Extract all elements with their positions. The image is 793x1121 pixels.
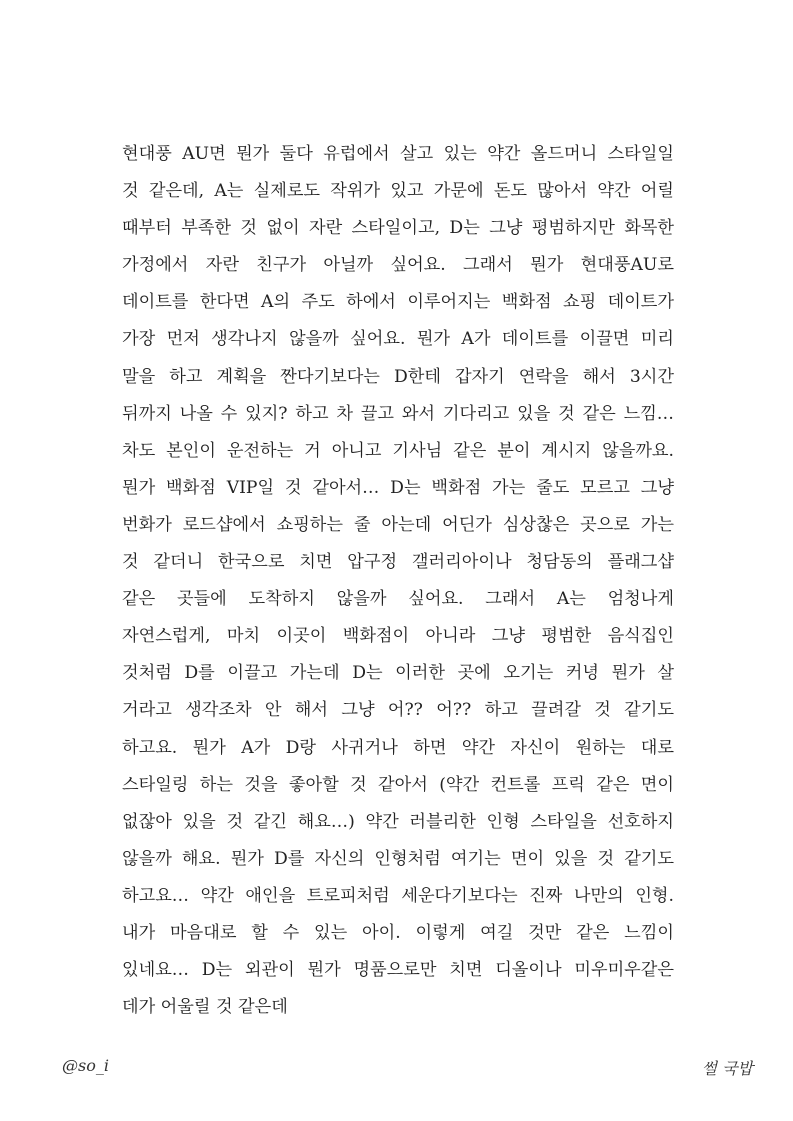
article-line: 하고요… 약간 애인을 트로피처럼 세운다기보다는 진짜 나만의 인형. (122, 885, 674, 906)
article-line: 내가 마음대로 할 수 있는 아이. 이렇게 여길 것만 같은 느낌이 (122, 922, 674, 943)
article-line: 같은 곳들에 도착하지 않을까 싶어요. 그래서 A는 엄청나게 (122, 589, 674, 610)
article-line: 차도 본인이 운전하는 거 아니고 기사님 같은 분이 계시지 않을까요. (122, 440, 674, 461)
article-line: 뒤까지 나올 수 있지? 하고 차 끌고 와서 기다리고 있을 것 같은 느낌… (122, 403, 674, 424)
article-line: 없잖아 있을 것 같긴 해요…) 약간 러블리한 인형 스타일을 선호하지 (122, 811, 674, 832)
article-line: 가장 먼저 생각나지 않을까 싶어요. 뭔가 A가 데이트를 이끌면 미리 (122, 329, 674, 350)
author-handle: @so_i (62, 1056, 109, 1075)
article-line: 스타일링 하는 것을 좋아할 것 같아서 (약간 컨트롤 프릭 같은 면이 (122, 774, 674, 795)
article-line: 데가 어울릴 것 같은데 (122, 997, 288, 1018)
article-line: 거라고 생각조차 안 해서 그냥 어?? 어?? 하고 끌려갈 것 같기도 (122, 700, 674, 721)
article-line: 않을까 해요. 뭔가 D를 자신의 인형처럼 여기는 면이 있을 것 같기도 (122, 848, 674, 869)
article-line: 것 같더니 한국으로 치면 압구정 갤러리아이나 청담동의 플래그샵 (122, 552, 674, 573)
article-line: 있네요… D는 외관이 뭔가 명품으로만 치면 디올이나 미우미우같은 (122, 960, 674, 981)
series-label: 썰 국밥 (701, 1059, 753, 1078)
article-line: 것처럼 D를 이끌고 가는데 D는 이러한 곳에 오기는 커녕 뭔가 살 (122, 663, 674, 684)
article-line: 가정에서 자란 친구가 아닐까 싶어요. 그래서 뭔가 현대풍AU로 (122, 255, 674, 276)
article-line: 현대풍 AU면 뭔가 둘다 유럽에서 살고 있는 약간 올드머니 스타일일 (122, 144, 674, 164)
article-line: 말을 하고 계획을 짠다기보다는 D한테 갑자기 연락을 해서 3시간 (122, 366, 674, 387)
article-line: 하고요. 뭔가 A가 D랑 사귀거나 하면 약간 자신이 원하는 대로 (122, 737, 674, 758)
article-line: 데이트를 한다면 A의 주도 하에서 이루어지는 백화점 쇼핑 데이트가 (122, 292, 674, 313)
article-line: 뭔가 백화점 VIP일 것 같아서… D는 백화점 가는 줄도 모르고 그냥 (122, 477, 674, 498)
article-line: 번화가 로드샵에서 쇼핑하는 줄 아는데 어딘가 심상찮은 곳으로 가는 (122, 514, 674, 535)
article-line: 것 같은데, A는 실제로도 작위가 있고 가문에 돈도 많아서 약간 어릴 (122, 181, 674, 202)
article-body (122, 136, 674, 1026)
article-line: 자연스럽게, 마치 이곳이 백화점이 아니라 그냥 평범한 음식집인 (122, 626, 674, 647)
article-line: 때부터 부족한 것 없이 자란 스타일이고, D는 그냥 평범하지만 화목한 (122, 218, 674, 239)
